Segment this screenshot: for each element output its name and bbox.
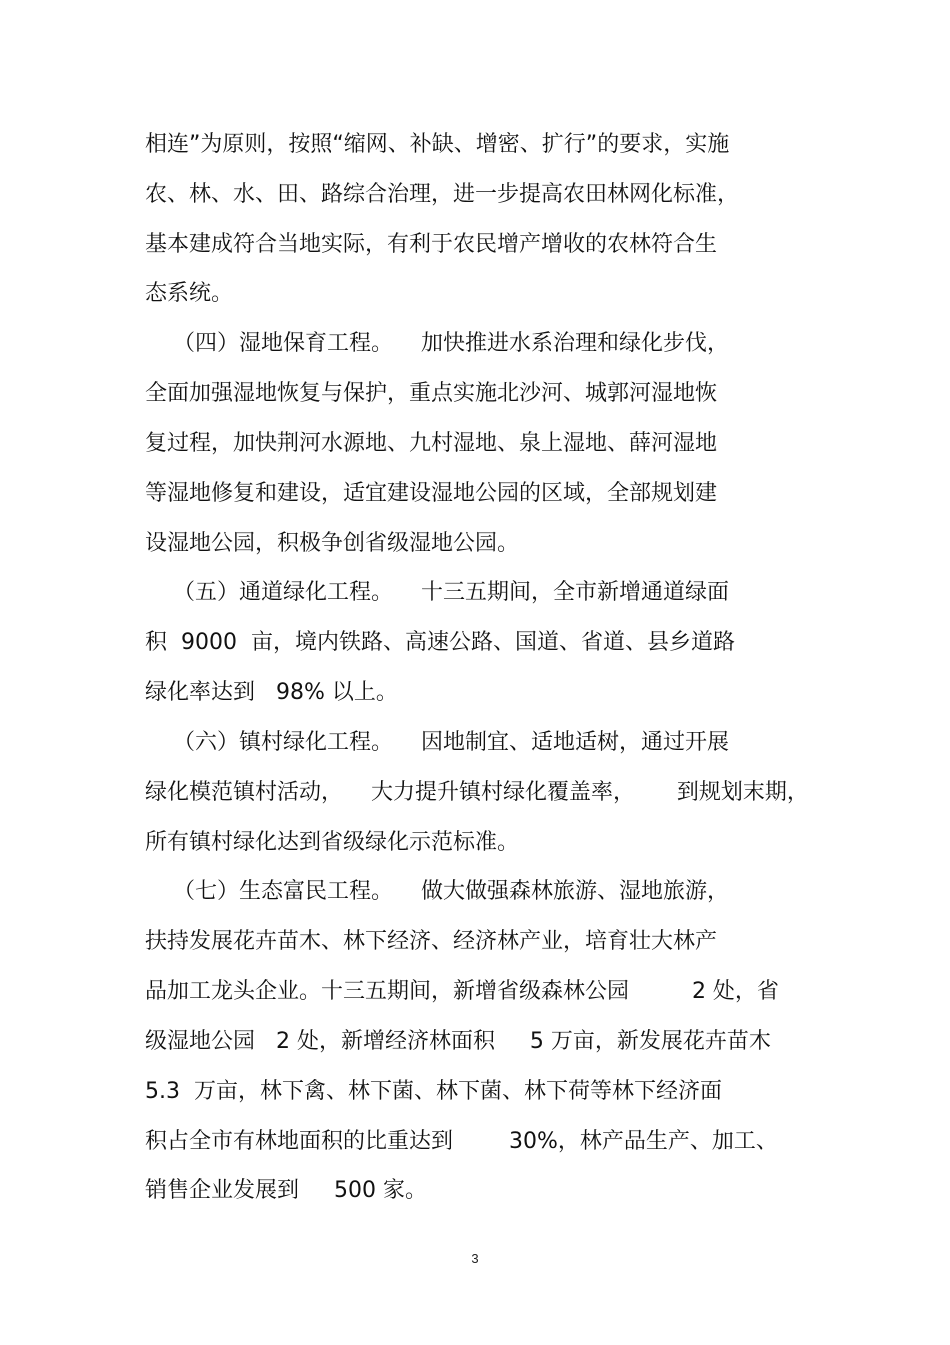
- text-line-11: 积 9000 亩，境内铁路、高速公路、国道、省道、县乡道路: [145, 630, 735, 655]
- page-number: 3: [471, 1251, 479, 1266]
- text-line-12: 绿化率达到 98% 以上。: [145, 680, 398, 705]
- text-line-3: 基本建成符合当地实际，有利于农民增产增收的农林符合生: [145, 232, 718, 257]
- text-line-14: 绿化模范镇村活动， 大力提升镇村绿化覆盖率， 到规划末期，: [145, 780, 809, 805]
- text-line-22: 销售企业发展到 500 家。: [145, 1178, 427, 1203]
- text-line-5: （四）湿地保育工程。 加快推进水系治理和绿化步伐，: [145, 331, 729, 356]
- text-line-7: 复过程，加快荆河水源地、九村湿地、泉上湿地、薛河湿地: [145, 431, 718, 456]
- text-line-21: 积占全市有林地面积的比重达到 30%，林产品生产、加工、: [145, 1129, 778, 1154]
- text-line-2: 农、林、水、田、路综合治理，进一步提高农田林网化标准，: [145, 182, 740, 207]
- text-line-6: 全面加强湿地恢复与保护，重点实施北沙河、城郭河湿地恢: [145, 381, 718, 406]
- text-line-15: 所有镇村绿化达到省级绿化示范标准。: [145, 830, 520, 855]
- text-line-19: 级湿地公园 2 处，新增经济林面积 5 万亩，新发展花卉苗木: [145, 1029, 771, 1054]
- text-line-10: （五）通道绿化工程。 十三五期间，全市新增通道绿面: [145, 580, 729, 605]
- text-line-20: 5.3 万亩，林下禽、林下菌、林下菌、林下荷等林下经济面: [145, 1079, 722, 1104]
- text-line-16: （七）生态富民工程。 做大做强森林旅游、湿地旅游，: [145, 879, 729, 904]
- text-line-18: 品加工龙头企业。十三五期间，新增省级森林公园 2 处，省: [145, 979, 779, 1004]
- text-line-8: 等湿地修复和建设，适宜建设湿地公园的区域，全部规划建: [145, 481, 718, 506]
- text-line-17: 扶持发展花卉苗木、林下经济、经济林产业，培育壮大林产: [145, 929, 718, 954]
- text-line-13: （六）镇村绿化工程。 因地制宜、适地适树，通过开展: [145, 730, 729, 755]
- text-line-9: 设湿地公园，积极争创省级湿地公园。: [145, 531, 520, 556]
- text-line-1: 相连”为原则，按照“缩网、补缺、增密、扩行”的要求，实施: [145, 132, 730, 157]
- text-line-4: 态系统。: [145, 281, 234, 306]
